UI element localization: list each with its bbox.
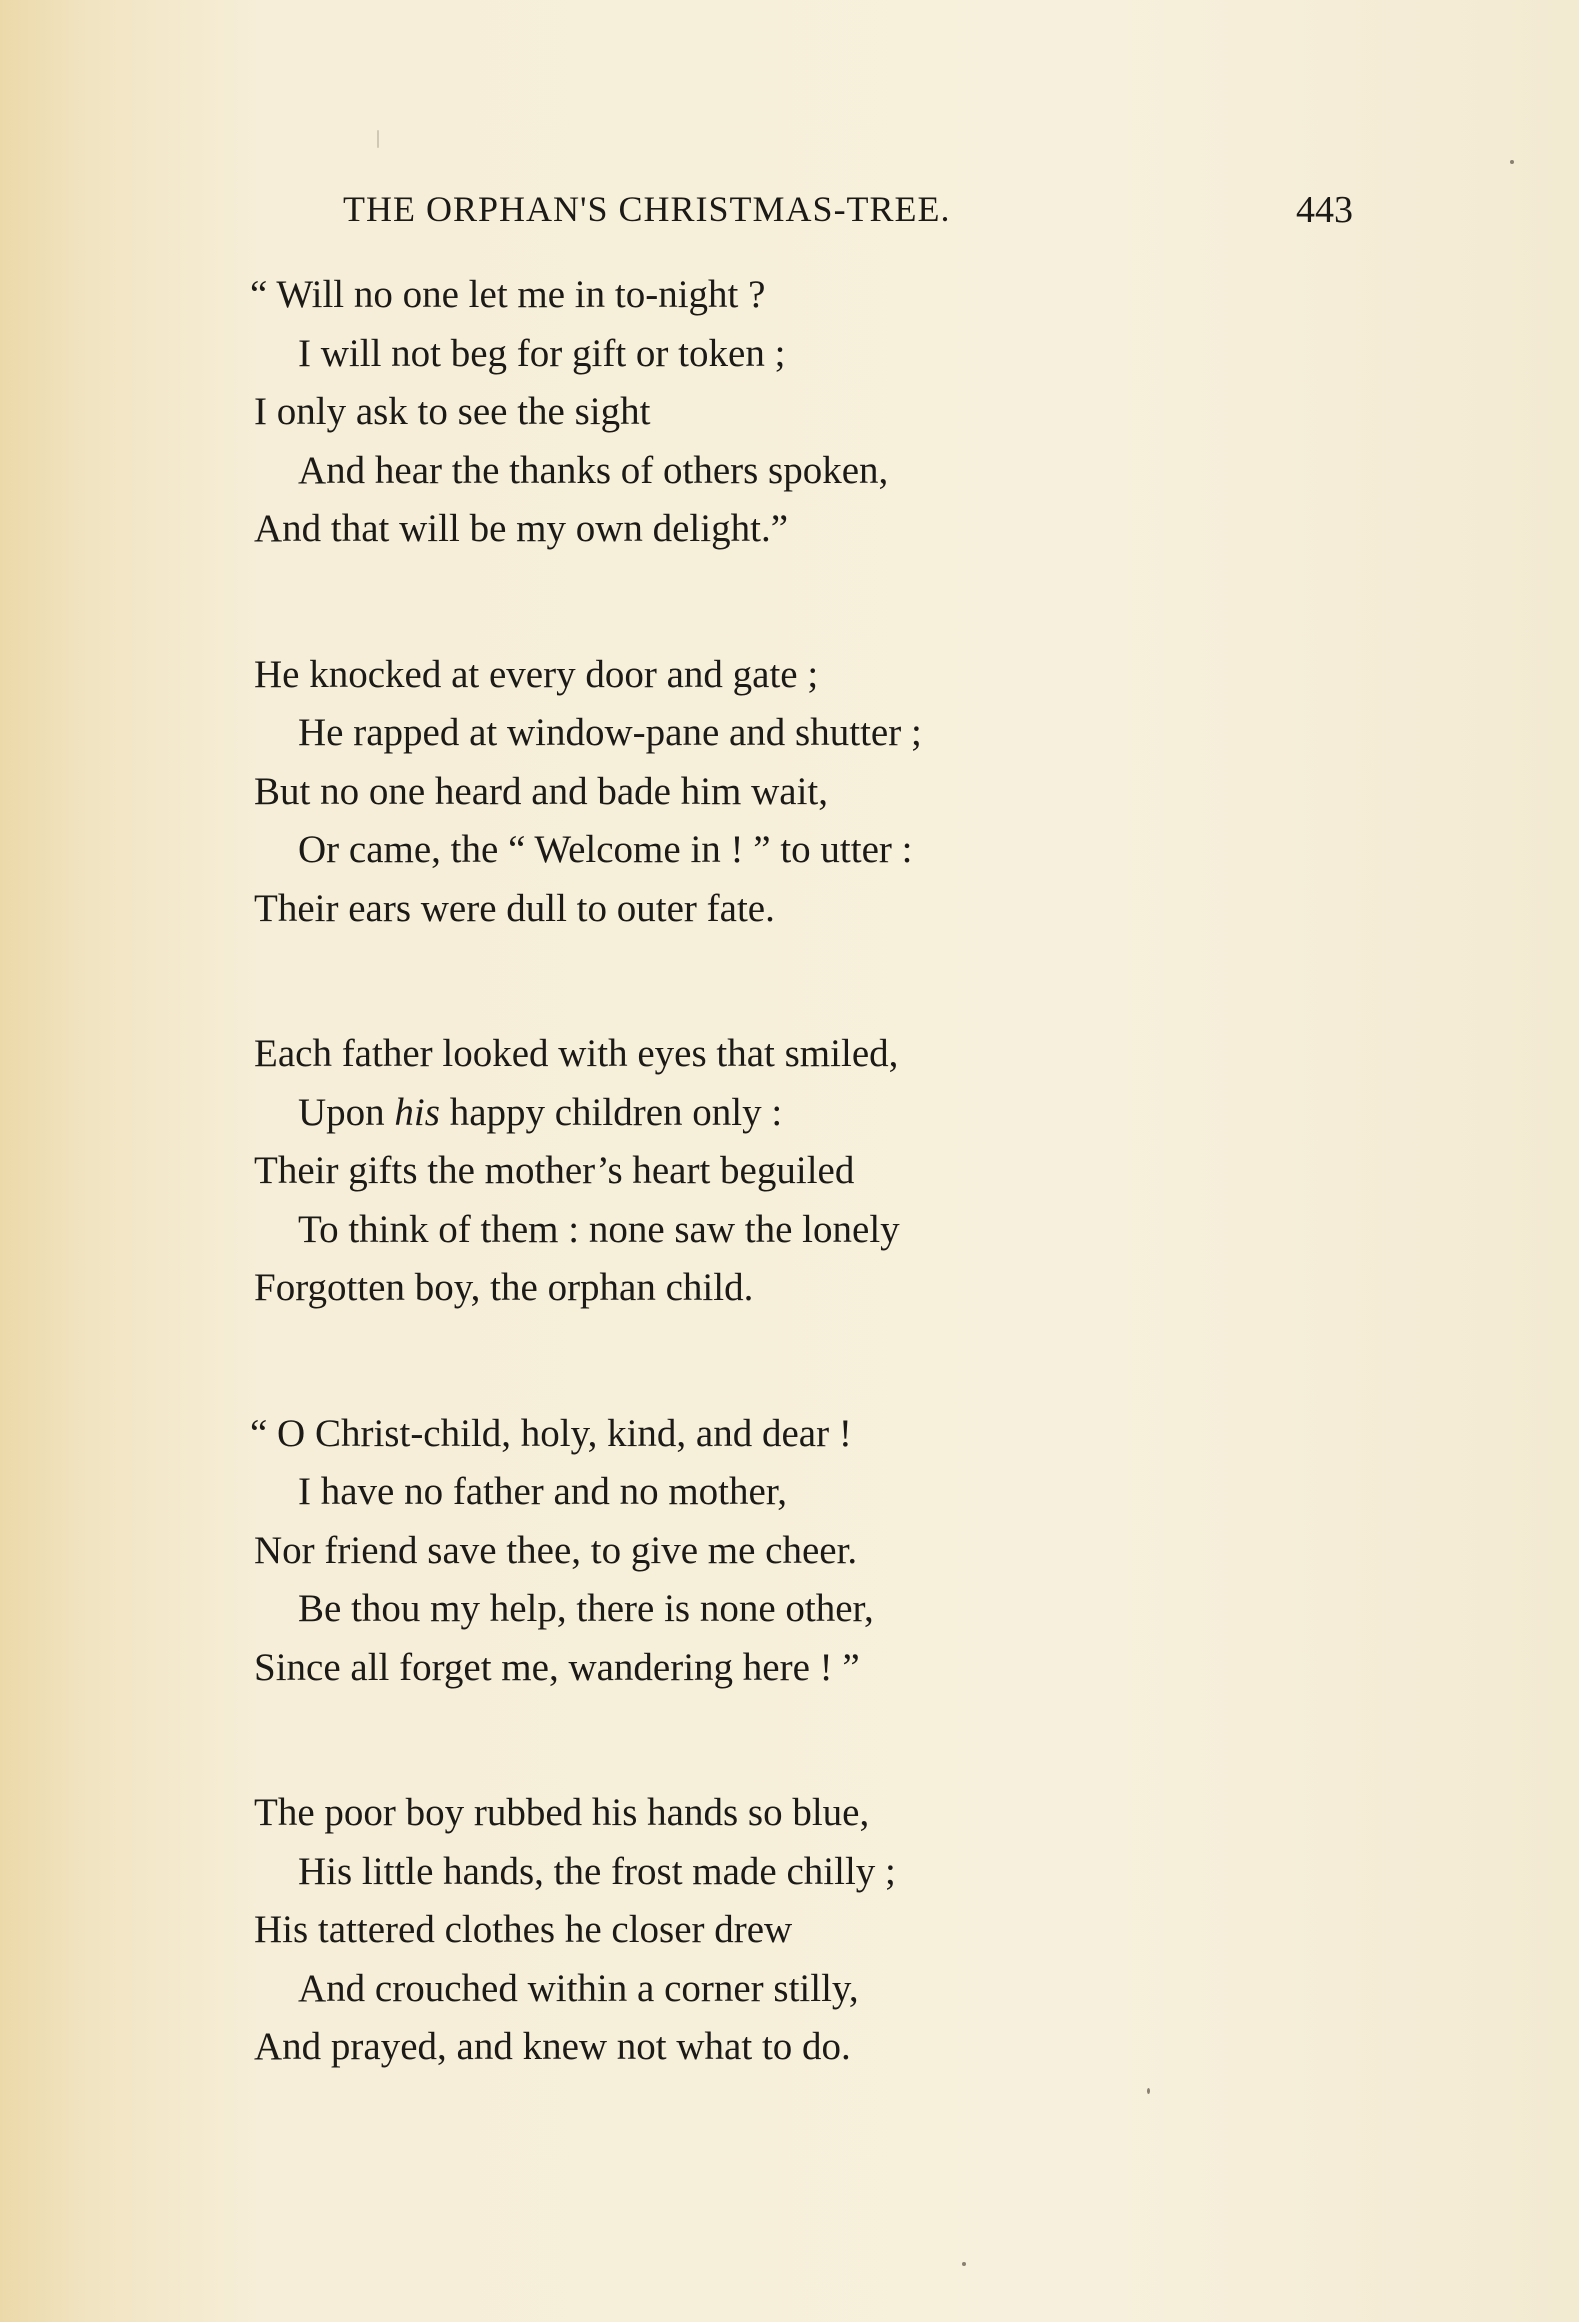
poem-line: Their gifts the mother’s heart beguiled [254, 1149, 855, 1192]
stanza-3 [254, 1025, 1554, 1318]
poem-line: “ O Christ-child, holy, kind, and dear ! [250, 1411, 852, 1455]
poem-line: But no one heard and bade him wait, [254, 769, 829, 813]
emphasized-word: his [394, 1090, 440, 1134]
poem-line: To think of them : none saw the lonely [298, 1207, 900, 1251]
poem-line: I will not beg for gift or token ; [298, 331, 786, 375]
poem-line: And prayed, and knew not what to do. [254, 2025, 851, 2068]
poem-line: Or came, the “ Welcome in ! ” to utter : [298, 828, 913, 871]
paper-speck [1147, 2088, 1150, 2094]
poem-line: “ Will no one let me in to-night ? [250, 273, 766, 316]
paper-speck [962, 2262, 966, 2266]
poem-line: Nor friend save thee, to give me cheer. [254, 1528, 858, 1572]
poem-line: Since all forget me, wandering here ! ” [254, 1645, 860, 1689]
poem-line: The poor boy rubbed his hands so blue, [254, 1791, 870, 1834]
poem-line: Forgotten boy, the orphan child. [254, 1266, 754, 1309]
poem-line: His little hands, the frost made chilly ; [298, 1849, 896, 1893]
page-number: 443 [1296, 189, 1353, 231]
paper-speck [1510, 160, 1514, 164]
poem-line: Be thou my help, there is none other, [298, 1587, 874, 1630]
poem-line: His tattered clothes he closer drew [254, 1908, 793, 1951]
paper-speck [377, 130, 379, 148]
poem-line: Their ears were dull to outer fate. [254, 886, 775, 930]
poem-line: Each father looked with eyes that smiled, [254, 1032, 899, 1075]
poem-line-with-emphasis [254, 1084, 1554, 1143]
running-title: THE ORPHAN'S CHRISTMAS-TREE. [343, 189, 951, 229]
poem-line: And hear the thanks of others spoken, [298, 448, 889, 492]
stanza-4 [250, 1405, 1554, 1698]
line-text-after: happy children only : [439, 1090, 783, 1134]
stanza-5 [254, 1784, 1554, 2077]
poem-line: He knocked at every door and gate ; [254, 652, 819, 696]
stanza-1 [250, 266, 1554, 559]
line-text-before: Upon [298, 1090, 395, 1134]
poem-line: And that will be my own delight.” [254, 507, 789, 550]
poem [250, 266, 1554, 2164]
poem-line: And crouched within a corner stilly, [298, 1966, 859, 2010]
poem-line: I have no father and no mother, [298, 1470, 788, 1513]
stanza-2 [254, 646, 1554, 939]
poem-line: I only ask to see the sight [254, 390, 651, 433]
poem-line: He rapped at window-pane and shutter ; [298, 711, 922, 754]
